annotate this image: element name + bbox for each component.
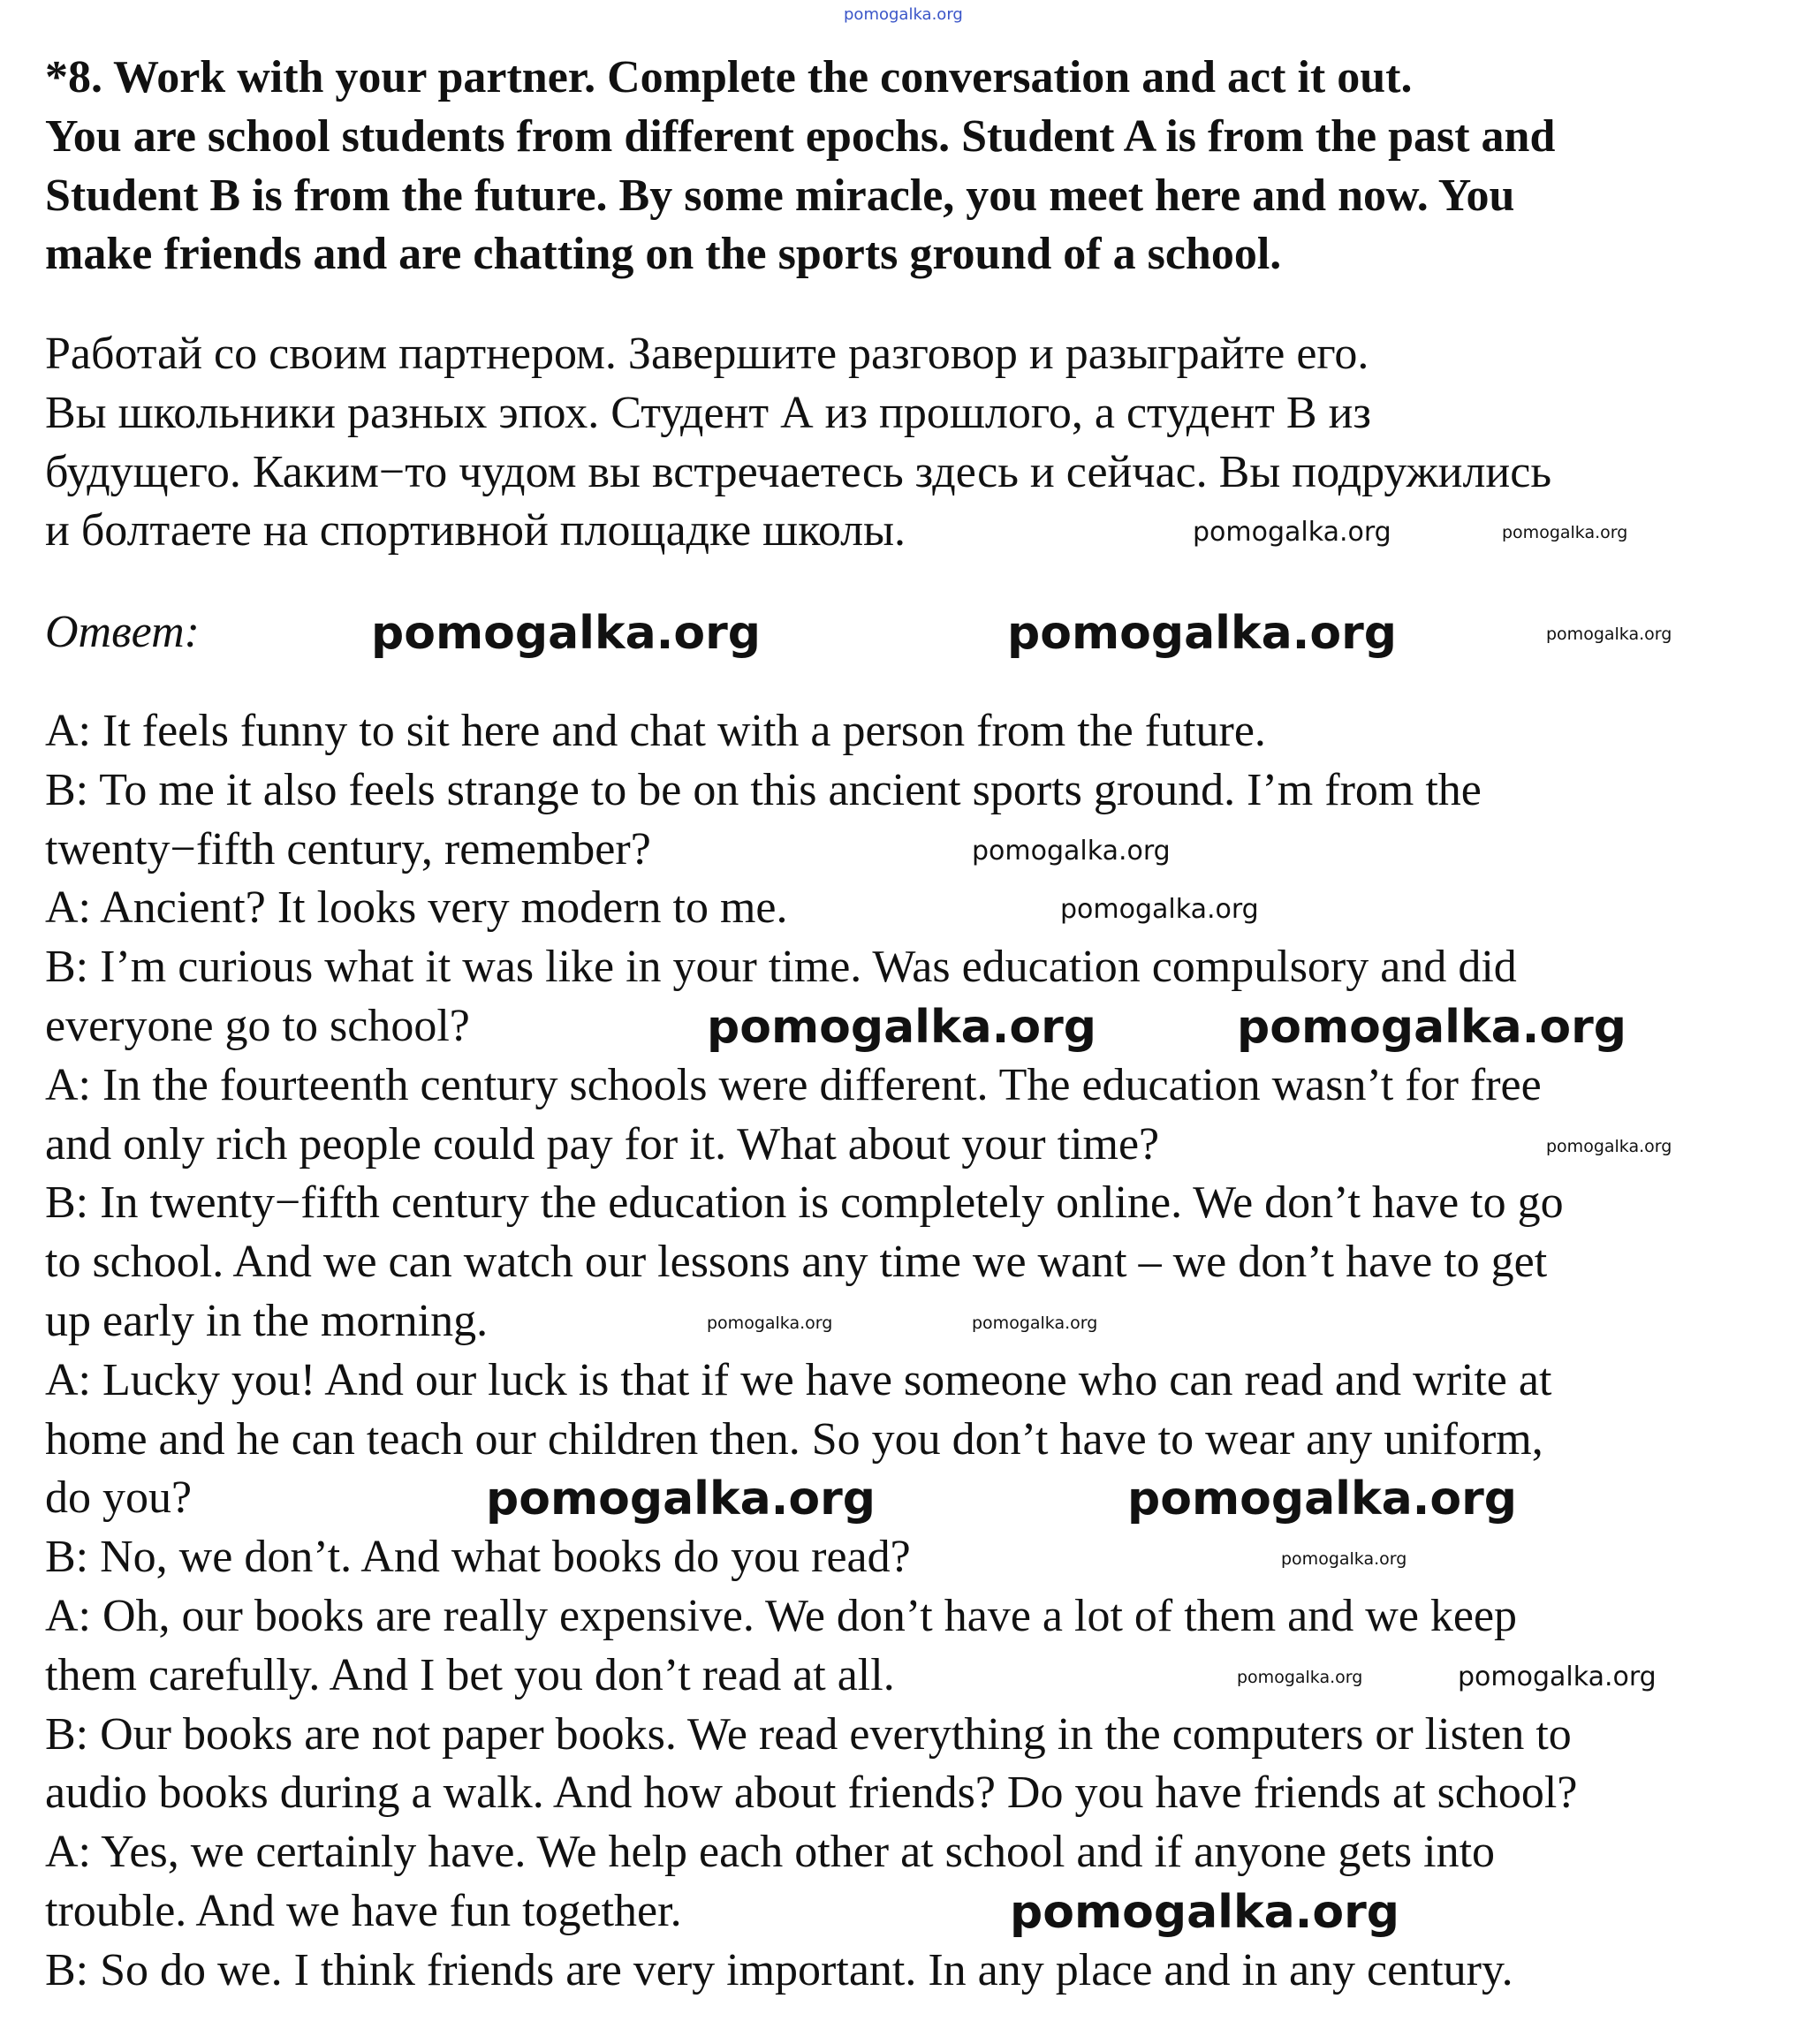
watermark-text: pomogalka.org	[1502, 523, 1628, 543]
dialogue-line: twenty−fifth century, remember?	[45, 823, 651, 874]
answer-label: Ответ:	[45, 607, 200, 657]
dialogue-line: audio books during a walk. And how about friends? Do you have friends at school?	[45, 1768, 1578, 1819]
dialogue-line: do you?	[45, 1472, 193, 1524]
task-line: make friends and are chatting on the sports ground of a school.	[45, 229, 1282, 280]
translation-line: Вы школьники разных эпох. Студент А из прошлого, а студент В из	[45, 387, 1371, 438]
dialogue-line: B: To me it also feels strange to be on this ancient sports ground. I’m from the	[45, 764, 1482, 815]
watermark-text: pomogalka.org	[1546, 625, 1672, 644]
watermark-text: pomogalka.org	[1007, 607, 1398, 660]
dialogue-line: trouble. And we have fun together.	[45, 1886, 682, 1936]
dialogue-line: everyone go to school?	[45, 1001, 470, 1051]
watermark-text: pomogalka.org	[1546, 1136, 1672, 1156]
watermark-text: pomogalka.org	[844, 5, 963, 24]
task-line: *8. Work with your partner. Complete the conversation and act it out.	[45, 52, 1413, 102]
dialogue-line: B: I’m curious what it was like in your time. Was education compulsory and did	[45, 942, 1517, 993]
watermark-text: pomogalka.org	[972, 835, 1171, 867]
dialogue-line: A: Lucky you! And our luck is that if we have someone who can read and write at	[45, 1354, 1552, 1405]
dialogue-line: A: Ancient? It looks very modern to me.	[45, 882, 788, 934]
watermark-text: pomogalka.org	[486, 1472, 876, 1526]
watermark-text: pomogalka.org	[1237, 1667, 1363, 1687]
watermark-text: pomogalka.org	[707, 1001, 1097, 1054]
dialogue-line: A: Yes, we certainly have. We help each other at school and if anyone gets into	[45, 1827, 1496, 1878]
dialogue-line: to school. And we can watch our lessons any time we want – we don’t have to get	[45, 1237, 1548, 1288]
task-line: You are school students from different epochs. Student A is from the past and	[45, 110, 1556, 162]
watermark-text: pomogalka.org	[1237, 1001, 1627, 1054]
dialogue-line: B: Our books are not paper books. We read everything in the computers or listen to	[45, 1708, 1572, 1760]
watermark-text: pomogalka.org	[1010, 1886, 1400, 1939]
dialogue-line: them carefully. And I bet you don’t read at all.	[45, 1649, 895, 1700]
dialogue-line: A: In the fourteenth century schools were different. The education wasn’t for free	[45, 1059, 1542, 1110]
watermark-text: pomogalka.org	[371, 607, 762, 660]
watermark-text: pomogalka.org	[707, 1313, 833, 1333]
translation-line: Работай со своим партнером. Завершите разговор и разыграйте его.	[45, 329, 1369, 379]
dialogue-line: A: Oh, our books are really expensive. We don’t have a lot of them and we keep	[45, 1591, 1518, 1641]
dialogue-line: and only rich people could pay for it. What about your time?	[45, 1118, 1160, 1170]
watermark-text: pomogalka.org	[1193, 517, 1391, 549]
translation-line: будущего. Каким−то чудом вы встречаетесь здесь и сейчас. Вы подружились	[45, 446, 1552, 497]
dialogue-line: B: No, we don’t. And what books do you read?	[45, 1532, 911, 1583]
watermark-text: pomogalka.org	[1281, 1549, 1407, 1570]
translation-line: и болтаете на спортивной площадке школы.	[45, 505, 906, 556]
dialogue-line: home and he can teach our children then. So you don’t have to wear any uniform,	[45, 1413, 1543, 1465]
dialogue-line: A: It feels funny to sit here and chat with a person from the future.	[45, 706, 1266, 756]
watermark-text: pomogalka.org	[1060, 894, 1259, 926]
dialogue-line: up early in the morning.	[45, 1296, 489, 1346]
watermark-text: pomogalka.org	[1458, 1661, 1657, 1692]
dialogue-line: B: So do we. I think friends are very important. In any place and in any century.	[45, 1944, 1513, 1995]
watermark-text: pomogalka.org	[972, 1313, 1098, 1333]
watermark-text: pomogalka.org	[1127, 1472, 1518, 1526]
task-line: Student B is from the future. By some miracle, you meet here and now. You	[45, 170, 1515, 221]
dialogue-line: B: In twenty−fifth century the education is completely online. We don’t have to go	[45, 1177, 1564, 1229]
